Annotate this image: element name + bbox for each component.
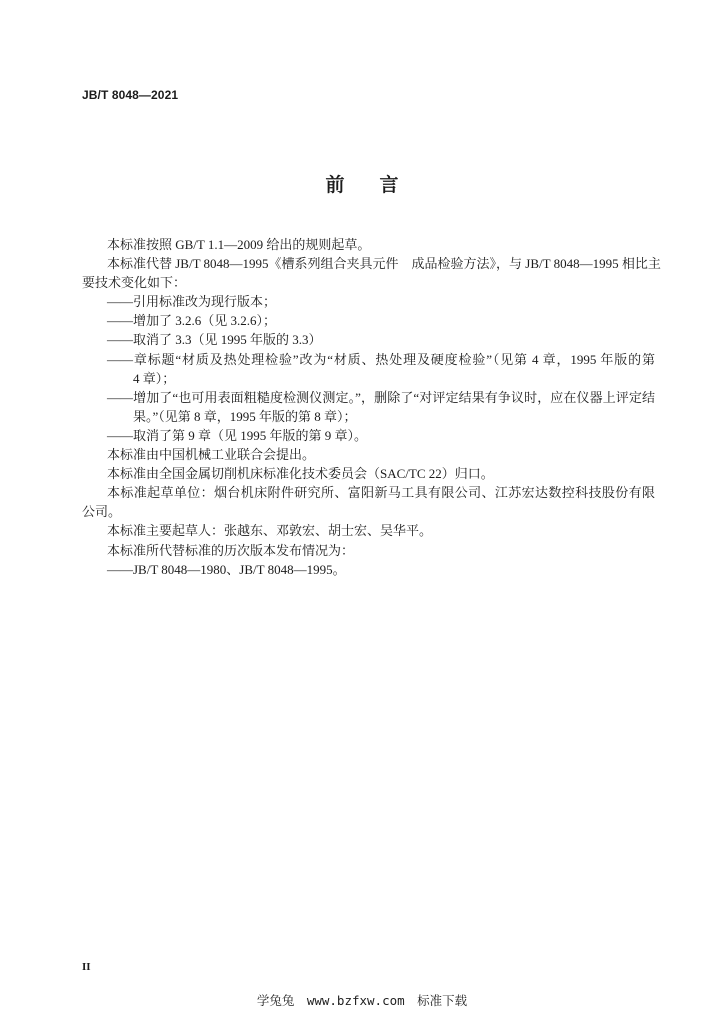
- drafting-organizations-continuation: 公司。: [82, 504, 122, 520]
- technical-committee-line: 本标准由全国金属切削机床标准化技术委员会（SAC/TC 22）归口。: [107, 466, 494, 482]
- replacement-statement-line: 本标准代替 JB/T 8048—1995《槽系列组合夹具元件 成品检验方法》，与 JB/T 8048—1995 相比主: [107, 256, 661, 272]
- change-item-chapter-title: ——章标题“材质及热处理检验”改为“材质、热处理及硬度检验”（见第 4 章，1995 年版的第: [107, 351, 655, 367]
- foreword-title: 前 言: [325, 174, 407, 196]
- change-item-roughness: ——增加了“也可用表面粗糙度检测仪测定。”，删除了“对评定结果有争议时，应在仪器上评定结: [107, 389, 655, 405]
- page-number: II: [82, 961, 91, 973]
- watermark-footer: 学兔兔 www.bzfxw.com 标准下载: [256, 993, 468, 1008]
- change-item-roughness-continuation: 果。”（见第 8 章，1995 年版的第 8 章）；: [133, 408, 357, 424]
- version-history-intro: 本标准所代替标准的历次版本发布情况为：: [107, 542, 355, 558]
- foreword-body: [0, 235, 724, 579]
- change-item-removed-chapter-9: ——取消了第 9 章（见 1995 年版的第 9 章）。: [107, 427, 368, 443]
- replacement-statement-continuation: 要技术变化如下：: [82, 275, 187, 291]
- version-history-item: ——JB/T 8048—1980、JB/T 8048—1995。: [107, 561, 346, 577]
- proposer-line: 本标准由中国机械工业联合会提出。: [107, 447, 316, 463]
- change-item-added-3-2-6: ——增加了 3.2.6（见 3.2.6）；: [107, 313, 277, 329]
- drafting-organizations-line: 本标准起草单位：烟台机床附件研究所、富阳新马工具有限公司、江苏宏达数控科技股份有限: [107, 485, 655, 501]
- change-item-removed-3-3: ——取消了 3.3（见 1995 年版的 3.3）: [107, 332, 322, 348]
- change-item-references: ——引用标准改为现行版本；: [107, 294, 277, 310]
- standard-code-header: JB/T 8048—2021: [82, 88, 179, 102]
- drafting-rule-line: 本标准按照 GB/T 1.1—2009 给出的规则起草。: [107, 237, 371, 252]
- change-item-chapter-title-continuation: 4 章）；: [133, 370, 176, 386]
- main-drafters-line: 本标准主要起草人：张越东、邓敦宏、胡士宏、吴华平。: [107, 523, 433, 539]
